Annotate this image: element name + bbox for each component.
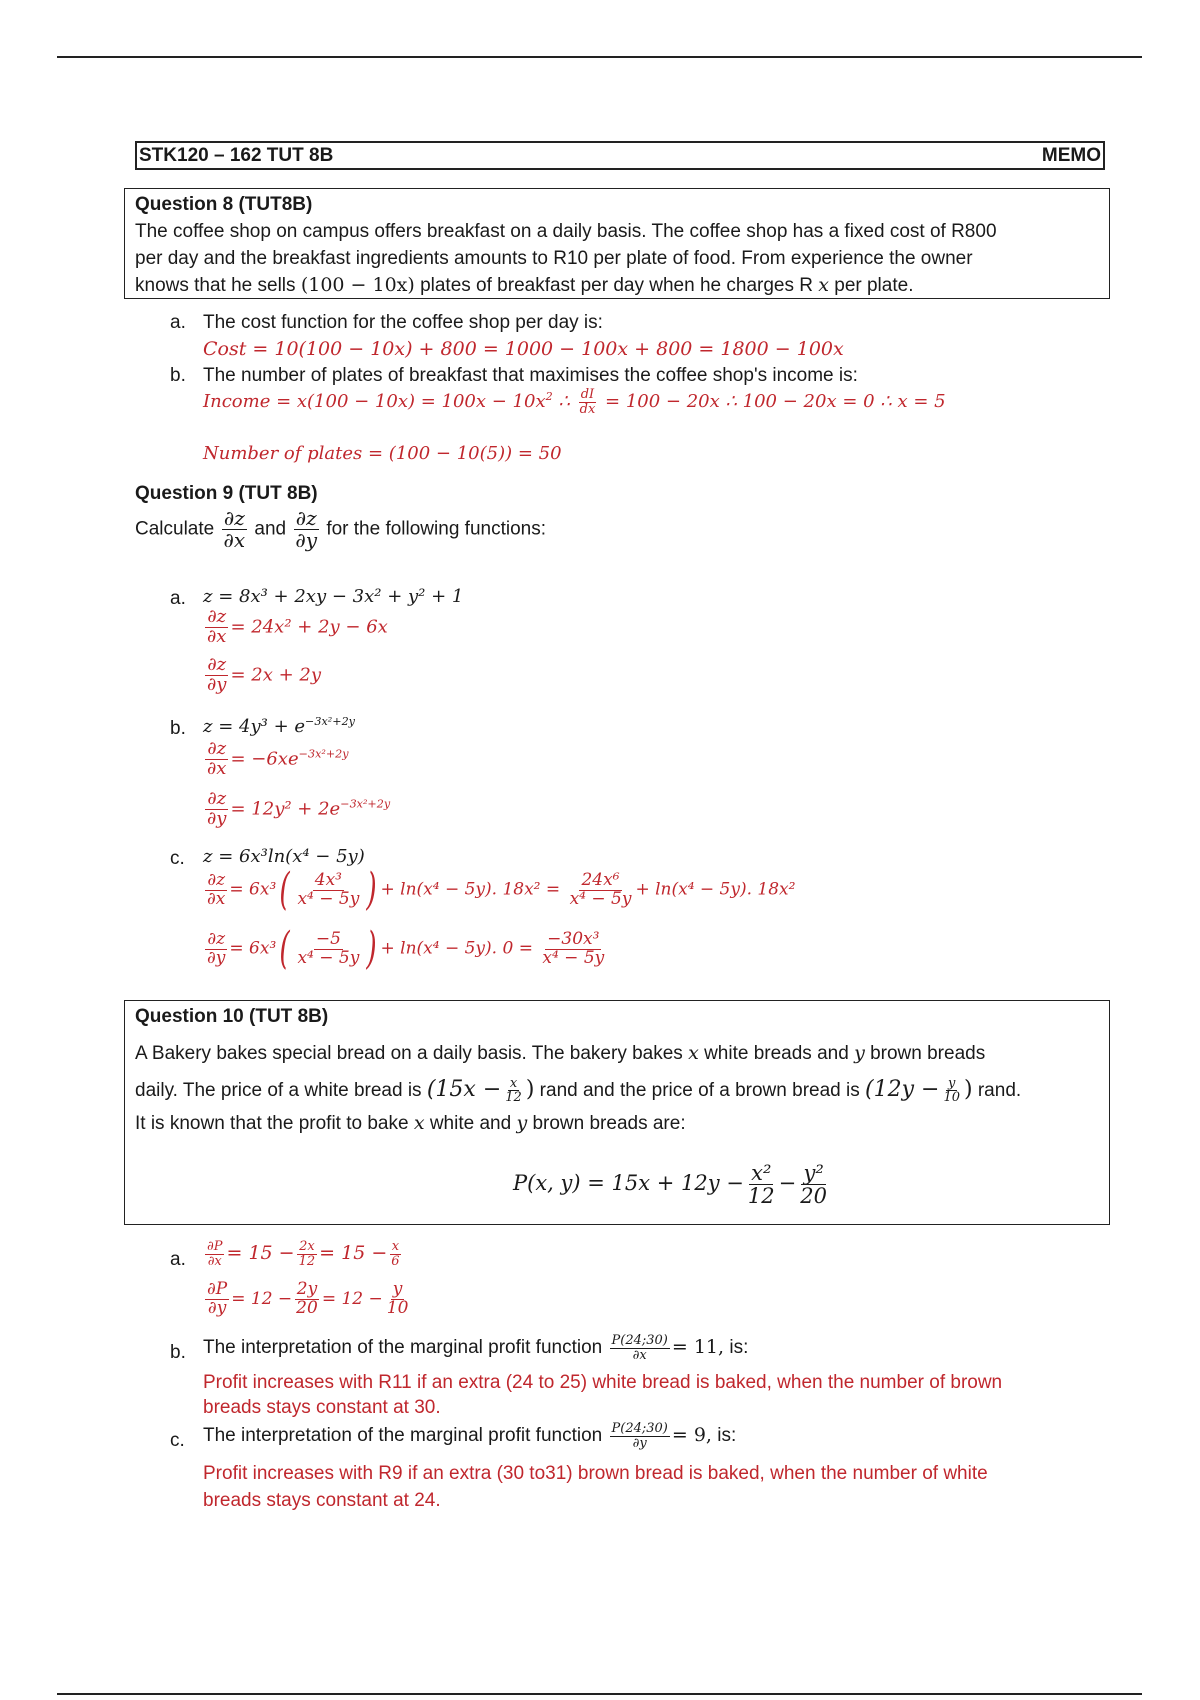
question-8-text-2: per day and the breakfast ingredients amounts to R10 per plate of food. From experience the owner (135, 248, 973, 269)
q10-c-label: c. (170, 1430, 185, 1451)
q10-b-text: The interpretation of the marginal profit function $\frac{P(24;30)}{\partial x}$ = 11, is: (203, 1333, 749, 1363)
q9-c-partial-y: $\frac{\partial z}{\partial y}$ = 6x³( $\frac{-5}{\text{x⁴ − 5y}}$ ) + ln(x⁴ − 5y). 0 = $\frac{\text{−30x³}}{\text{x⁴ − 5y}}$ (207, 923, 605, 974)
question-9-title: Question 9 (TUT 8B) (135, 483, 318, 504)
q9-a-partial-y: $\frac{\partial z}{\partial y}$ = 2x + 2y (207, 654, 322, 695)
header-bar (135, 141, 1105, 170)
q8-a-text: The cost function for the coffee shop per day is: (203, 312, 603, 333)
q8-b-label: b. (170, 365, 186, 386)
q9-b-partial-x: $\frac{\partial z}{\partial x}$ = $-6xe^{-3x^2+2y}$ (207, 738, 349, 779)
question-10-line-1: A Bakery bakes special bread on a daily basis. The bakery bakes x white breads and y brown breads (135, 1042, 986, 1064)
q9-b-function: $z = 4y^3 + e^{-3x^2+2y}$ (203, 715, 355, 737)
q10-a-label: a. (170, 1249, 186, 1270)
q9-c-function: z = 6x³ln(x⁴ − 5y) (203, 846, 365, 867)
q10-a-partial-y: $\frac{\partial P}{\partial y}$ = 12 − $\frac{2y}{20}$ = 12 − $\frac{y}{10}$ (207, 1279, 409, 1318)
q8-b-text: The number of plates of breakfast that maximises the coffee shop's income is: (203, 365, 858, 386)
q8-b-plates: Number of plates = (100 − 10(5)) = 50 (203, 443, 562, 464)
question-8-title: Question 8 (TUT8B) (135, 194, 313, 215)
q9-b-partial-y: $\frac{\partial z}{\partial y}$ = $12y^2 + 2e^{-3x^2+2y}$ (207, 788, 391, 829)
question-10-line-3: It is known that the profit to bake x white and y brown breads are: (135, 1112, 686, 1134)
q10-c-answer-2: breads stays constant at 24. (203, 1490, 441, 1511)
question-10-title: Question 10 (TUT 8B) (135, 1006, 329, 1027)
q9-c-label: c. (170, 848, 185, 869)
course-code: STK120 – 162 TUT 8B (139, 144, 334, 166)
q10-b-answer-2: breads stays constant at 30. (203, 1397, 441, 1418)
q9-a-label: a. (170, 588, 186, 609)
question-8-text-3: knows that he sells (100 − 10x) plates of breakfast per day when he charges R x per plate. (135, 274, 914, 296)
q10-a-partial-x: $\frac{\partial P}{\partial x}$ = 15 − $\frac{2x}{12}$ = 15 − $\frac{x}{6}$ (207, 1239, 400, 1269)
bottom-rule (57, 1693, 1142, 1695)
q9-c-partial-x: $\frac{\partial z}{\partial x}$ = 6x³( $\frac{\text{4x³}}{\text{x⁴ − 5y}}$ ) + ln(x⁴ − 5y). 18x² = $\frac{\text{24x⁶}}{\text{x⁴ − 5y}}$ + ln(x⁴ − 5y). 18x² (207, 864, 796, 915)
question-8-text-1: The coffee shop on campus offers breakfast on a daily basis. The coffee shop has a fixed cost of R800 (135, 221, 997, 242)
memo-label: MEMO (1041, 144, 1101, 166)
question-9-intro: Calculate $\frac{\partial z}{\partial x}$ and $\frac{\partial z}{\partial y}$ for the following functions: (135, 506, 546, 552)
q10-c-answer-1: Profit increases with R9 if an extra (30 to31) brown bread is baked, when the number of white (203, 1463, 988, 1484)
q9-a-function: z = 8x³ + 2xy − 3x² + y² + 1 (203, 586, 464, 607)
q9-a-partial-x: $\frac{\partial z}{\partial x}$ = 24x² + 2y − 6x (207, 606, 388, 647)
q10-b-answer-1: Profit increases with R11 if an extra (24 to 25) white bread is baked, when the number of brown (203, 1372, 1003, 1393)
q8-a-label: a. (170, 312, 186, 333)
question-8-box (124, 188, 1110, 299)
question-10-box (124, 1000, 1110, 1225)
q10-b-label: b. (170, 1342, 186, 1363)
q8-a-answer: Cost = 10(100 − 10x) + 800 = 1000 − 100x + 800 = 1800 − 100x (203, 338, 844, 360)
top-rule (57, 56, 1142, 58)
q9-b-label: b. (170, 718, 186, 739)
profit-function: P(x, y) = 15x + 12y − $\frac{\text{x²}}{12}$ − $\frac{\text{y²}}{20}$ (513, 1161, 827, 1209)
q10-c-text: The interpretation of the marginal profit function $\frac{P(24;30)}{\partial y}$ = 9, is: (203, 1421, 737, 1451)
question-10-line-2: daily. The price of a white bread is (15x − $\frac{x}{12}$ ) rand and the price of a brown bread is (12y − $\frac{y}{10}$ ) rand. (135, 1075, 1022, 1106)
q8-b-answer: Income = $x(100 - 10x) = 100x - 10x^2$ ∴ $\frac{dI}{dx}$ = 100 − 20x ∴ 100 − 20x = 0 ∴ x = 5 (203, 387, 946, 417)
